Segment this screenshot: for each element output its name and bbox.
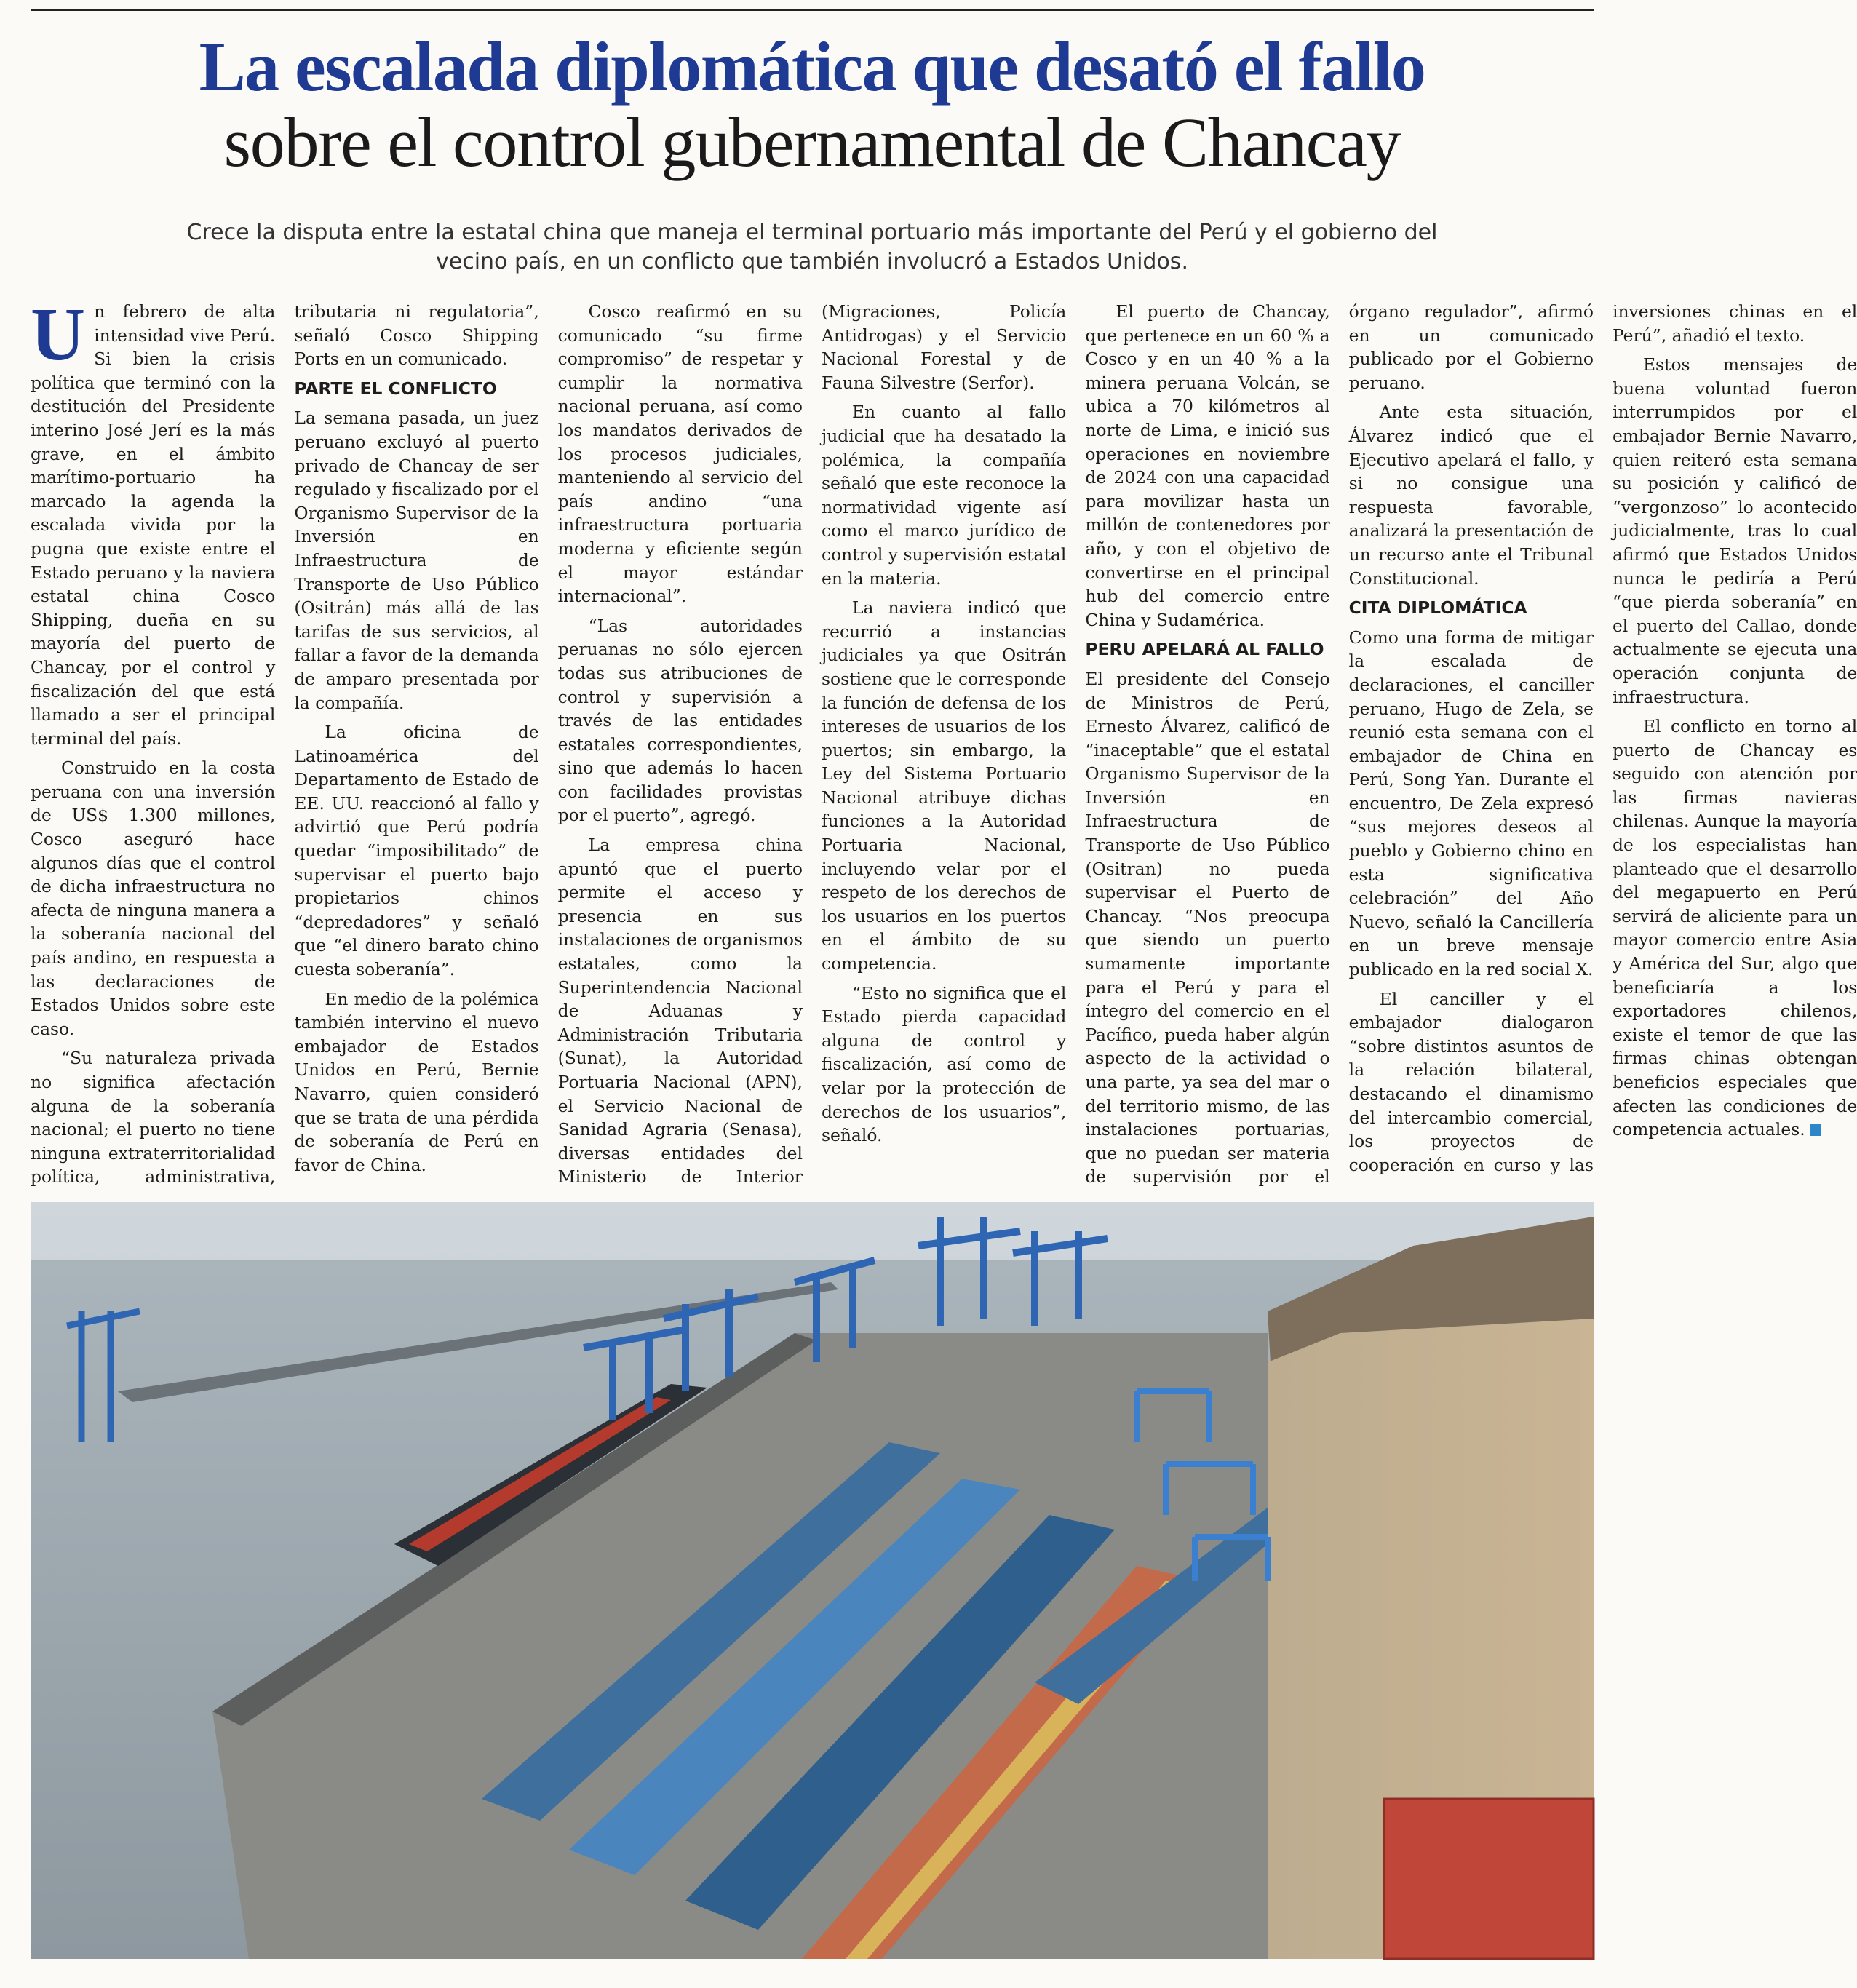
article-body — [31, 293, 1857, 1189]
subhead-parte-el-conflicto: PARTE EL CONFLICTO — [294, 378, 497, 399]
paragraph-9: La empresa china apuntó que el puerto permite el acceso y presencia en sus instalaciones de organismos estatales, como la Superintendencia Nacional de Aduanas y Administración Tributaria (Sunat), la Autoridad Portuaria Nacional (APN), el Servicio Nacional de Sanidad Agraria (Senasa), diversas entidades del Ministerio de Interior (Migraciones, Policía Antidrogas) y el Servicio Nacional Forestal y de Fauna Silvestre (Serfor). — [557, 301, 1067, 1188]
paragraph-10: En cuanto al fallo judicial que ha desatado la polémica, la compañía señaló que este reconoce la normatividad vigente así como el marco jurídico de control y supervisión estatal en la materia. — [821, 402, 1067, 589]
headline-line-2: sobre el control gubernamental de Chancay — [223, 103, 1401, 181]
end-mark — [1810, 1124, 1821, 1136]
paragraph-7: Cosco reafirmó en su comunicado “su firme compromiso” de respetar y cumplir la normativa nacional peruana, así como los mandatos derivados de los procesos judiciales, manteniendo al servicio del país andino “una infraestructura portuaria moderna y eficiente según el mayor estándar internacional”. — [557, 301, 803, 607]
subhead-peru-apelara: PERU APELARÁ AL FALLO — [1085, 639, 1324, 660]
top-rule — [31, 9, 1594, 11]
drop-cap: U — [31, 293, 86, 376]
paragraph-15: Ante esta situación, Álvarez indicó que el Ejecutivo apelará el fallo, y si no consigue una respuesta favorable, analizará la presentación de un recurso ante el Tribunal Constitucional. — [1348, 402, 1594, 589]
paragraph-16: Como una forma de mitigar la escalada de declaraciones, el canciller peruano, Hugo de Zela, se reunió esta semana con el embajador de China en Perú, Song Yan. Durante el encuentro, De Zela expresó “sus mejores deseos al pueblo y Gobierno chino en esta significativa celebración” del Año Nuevo, señaló la Cancillería en un breve mensaje publicado en la red social X. — [1348, 627, 1594, 980]
headline — [31, 29, 1594, 180]
subhead-cita-diplomatica: CITA DIPLOMÁTICA — [1348, 597, 1527, 619]
paragraph-12: “Esto no significa que el Estado pierda capacidad alguna de control y fiscalización, así como de velar por la protección de derechos de los usuarios”, señaló. — [821, 982, 1067, 1146]
deck: Crece la disputa entre la estatal china que maneja el terminal portuario más importante del Perú y el gobierno del vecino país, en un conflicto que también involucró a Estados Unidos. — [186, 220, 1438, 274]
paragraph-3: “Su naturaleza privada no significa afectación alguna de la soberanía nacional; el puerto no tiene ninguna extraterritorialidad política, administrativa, tributaria ni regulatoria”, señaló Cosco Shipping Ports en un comunicado. — [31, 301, 539, 1188]
paragraph-18: Estos mensajes de buena voluntad fueron interrumpidos por el embajador Bernie Navarro, quien reiteró esta semana su posición y calificó de “vergonzoso” lo acontecido judicialmente, tras lo cual afirmó que Estados Unidos nunca le pediría a Perú “que pierda soberanía” en el puerto del Callao, donde actualmente se ejecuta una operación conjunta de infraestructura. — [1612, 354, 1857, 707]
paragraph-13: El puerto de Chancay, que pertenece en un 60 % a Cosco y en un 40 % a la minera peruana Volcán, se ubica a 70 kilómetros al norte de Lima, e inició sus operaciones en noviembre de 2024 con una capacidad para movilizar hasta un millón de contenedores por año, y con el objetivo de convertirse en el principal hub del comercio entre China y Sudamérica. — [1085, 301, 1330, 630]
paragraph-1: Un febrero de alta intensidad vive Perú. Si bien la crisis política que terminó con la destitución del Presidente interino José Jerí es la más grave, en el ámbito marítimo-portuario ha marcado la agenda la escalada vivida por la pugna que existe entre el Estado peruano y la naviera estatal china Cosco Shipping, dueña en su mayoría del puerto de Chancay, por el control y fiscalización del que está llamado a ser el principal terminal del país. — [31, 293, 276, 749]
red-container-stack — [1384, 1799, 1594, 1959]
paragraph-11: La naviera indicó que recurrió a instancias judiciales ya que Ositrán sostiene que le corresponde la función de defensa de los intereses de usuarios de los puertos; sin embargo, la Ley del Sistema Portuario Nacional atribuye dichas funciones a la Autoridad Portuaria Nacional, incluyendo velar por el respeto de los derechos de los usuarios en los puertos en el ámbito de su competencia. — [821, 597, 1067, 974]
paragraph-4: La semana pasada, un juez peruano excluyó al puerto privado de Chancay de ser regulado y fiscalizado por el Organismo Supervisor de la Inversión en Infraestructura de Transporte de Uso Público (Ositrán) más allá de las tarifas de sus servicios, al fallar a favor de la demanda de amparo presentada por la compañía. — [294, 407, 539, 713]
paragraph-17: El canciller y el embajador dialogaron “sobre distintos asuntos de la relación bilateral, destacando el dinamismo del intercambio comercial, los proyectos de cooperación en curso y las inversiones chinas en el Perú”, añadió el texto. — [1348, 301, 1857, 1175]
port-photo — [31, 1202, 1594, 1959]
paragraph-2: Construido en la costa peruana con una inversión de US$ 1.300 millones, Cosco aseguró hace algunos días que el control de dicha infraestructura no afecta de ninguna manera a la soberanía nacional del país andino, en respuesta a las declaraciones de Estados Unidos sobre este caso. — [31, 758, 276, 1039]
paragraph-5: La oficina de Latinoamérica del Departamento de Estado de EE. UU. reaccionó al fallo y advirtió que Perú podría quedar “imposibilitado” de supervisar el puerto bajo propietarios chinos “depredadores” y señaló que “el dinero barato chino cuesta soberanía”. — [294, 722, 539, 980]
paragraph-19: El conflicto en torno al puerto de Chancay es seguido con atención por las firmas navieras chilenas. Aunque la mayoría de los especialistas han planteado que el desarrollo del megapuerto en Perú servirá de aliciente para un mayor comercio entre Asia y América del Sur, algo que beneficiaría a los exportadores chilenos, existe el temor de que las firmas chinas obtengan beneficios especiales que afecten las condiciones de competencia actuales. — [1612, 716, 1857, 1140]
port-aerial-illustration — [31, 1202, 1594, 1959]
paragraph-14: El presidente del Consejo de Ministros de Perú, Ernesto Álvarez, calificó de “inaceptable” que el estatal Organismo Supervisor de la Inversión en Infraestructura de Transporte de Uso Público (Ositran) no pueda supervisar el Puerto de Chancay. “Nos preocupa que siendo un puerto sumamente importante para el Perú y para el íntegro del comercio en el Pacífico, pueda haber algún aspecto de la actividad o una parte, ya sea del mar o del territorio mismo, de las instalaciones portuarias, que no puedan ser materia de supervisión por el órgano regulador”, afirmó en un comunicado publicado por el Gobierno peruano. — [1085, 301, 1594, 1188]
headline-line-1: La escalada diplomática que desató el fallo — [199, 28, 1425, 106]
paragraph-8: “Las autoridades peruanas no sólo ejercen todas sus atribuciones de control y supervisión a través de las entidades estatales correspondientes, sino que además lo hacen con facilidades provistas por el puerto”, agregó. — [557, 615, 803, 826]
paragraph-6: En medio de la polémica también intervino el nuevo embajador de Estados Unidos en Perú, Bernie Navarro, quien consideró que se trata de una pérdida de soberanía de Perú en favor de China. — [294, 988, 539, 1175]
